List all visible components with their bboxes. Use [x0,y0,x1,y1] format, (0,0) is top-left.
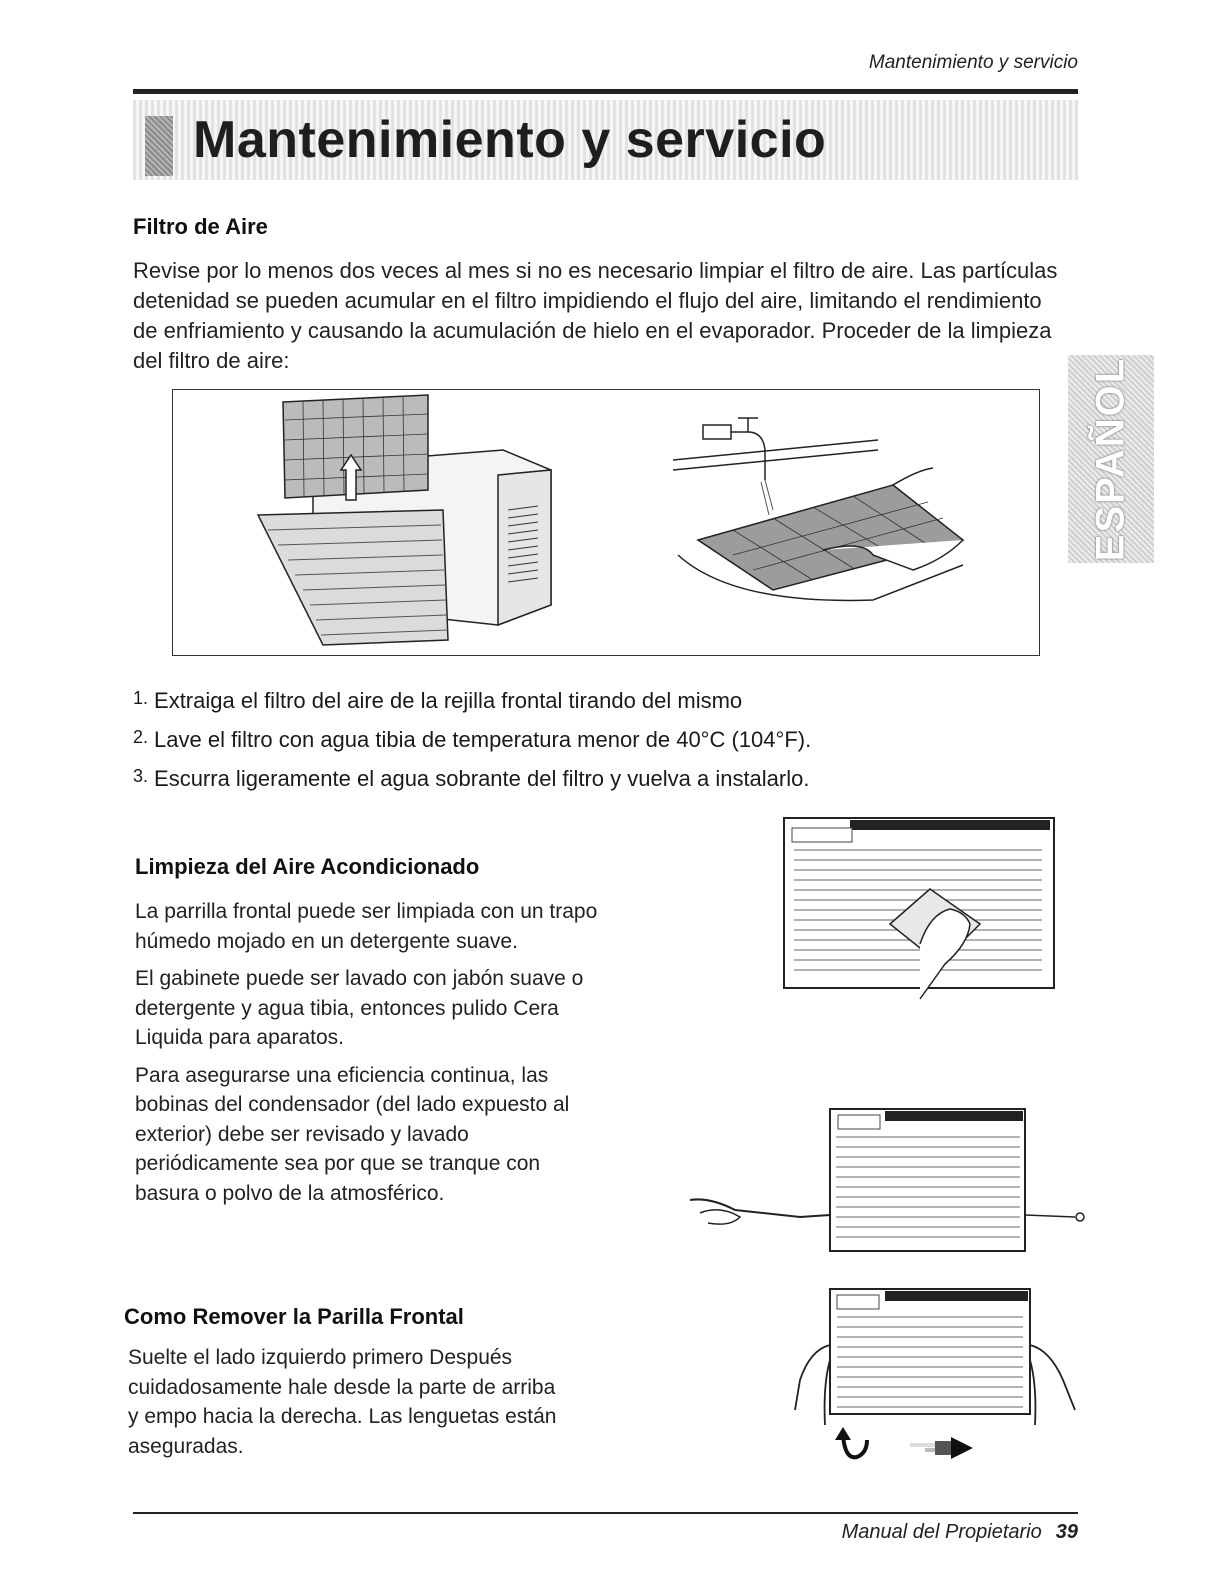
running-header: Mantenimiento y servicio [868,52,1078,73]
section-banner [133,100,1078,180]
remove-grille-illustration [785,1285,1095,1475]
language-tab-label: ESPAÑOL [1088,356,1133,562]
limpieza-p1: La parrilla frontal puede ser limpiada con un trapo húmedo mojado en un detergente suave. [135,900,598,953]
language-tab [1068,355,1154,563]
step-item: 1. Extraiga el filtro del aire de la rejilla frontal tirando del mismo [133,688,743,713]
remover-p1: Suelte el lado izquierdo primero Después cuidadosamente hale desde la parte de arriba y empo hacia la derecha. Las lenguetas están aseguradas. [128,1346,557,1458]
page-title: Mantenimiento y servicio [193,111,827,169]
footer-rule [133,1512,1078,1514]
banner-tab [145,116,173,176]
header-rule [133,89,1078,94]
limpieza-p3: Para asegurarse una eficiencia continua, las bobinas del condensador (del lado expuesto al exterior) debe ser revisado y lavado periódicamente sea por que se tranque con basura o polvo de la atmosférico. [135,1063,570,1205]
wipe-illustration [780,814,1060,1004]
page-footer [700,1521,1078,1544]
limpieza-heading: Limpieza del Aire Acondicionado [135,854,480,879]
page-number: 39 [1055,1521,1078,1543]
limpieza-p2: El gabinete puede ser lavado con jabón suave o detergente y agua tibia, entonces pulido Cera Liquida para aparatos. [135,967,584,1049]
step-item: 3. Escurra ligeramente el agua sobrante del filtro y vuelva a instalarlo. [133,766,810,791]
filter-illustration [173,390,1039,655]
filter-figure [172,389,1040,656]
condenser-illustration [680,1105,1100,1255]
filtro-heading: Filtro de Aire [133,214,268,239]
filtro-intro: Revise por lo menos dos veces al mes si no es necesario limpiar el filtro de aire. Las partículas detenidad se pueden acumular en el filtro impidiendo el flujo del aire, limitando el rendimiento de enfriamiento y causando la acumulación de hielo en el evaporador. Proceder de la limpieza del filtro de aire: [133,258,1058,373]
filtro-steps [133,680,1033,797]
remover-heading: Como Remover la Parilla Frontal [124,1304,464,1329]
step-item: 2. Lave el filtro con agua tibia de temperatura menor de 40°C (104°F). [133,727,812,752]
footer-manual: Manual del Propietario [841,1521,1042,1543]
